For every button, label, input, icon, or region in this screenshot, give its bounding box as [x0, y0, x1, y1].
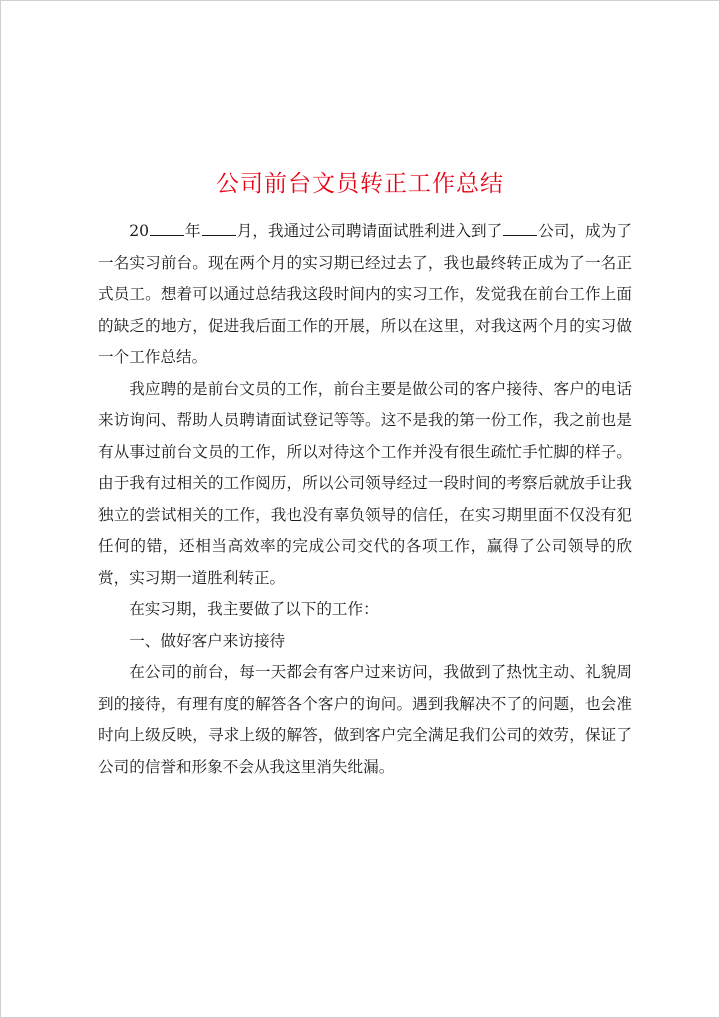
section-heading-reception: 一、做好客户来访接待 [129, 631, 286, 650]
paragraph-duties: 我应聘的是前台文员的工作，前台主要是做公司的客户接待、客户的电话来访询问、帮助人员聘请面试登记等等。这不是我的第一份工作，我之前也是有从事过前台文员的工作，所以对待这个工作并没有很生疏忙手忙脚的样子。由于我有过相关的工作阅历，所以公司领导经过一段时间的考察后就放手让我独立的尝试相关的工作，我也没有辜负领导的信任，在实习期里面不仅没有犯任何的错，还相当高效率的完成公司交代的各项工作，赢得了公司领导的欣赏，实习期一道胜利转正。 [98, 379, 632, 587]
year-blank [150, 221, 184, 236]
month-blank [202, 221, 236, 236]
company-blank [503, 221, 537, 236]
document-body [98, 216, 632, 783]
intro-year-suffix: 年 [185, 222, 201, 240]
intro-rest: 公司，成为了一名实习前台。现在两个月的实习期已经过去了，我也最终转正成为了一名正式员工。想着可以通过总结我这段时间内的实习工作，发觉我在前台工作上面的缺乏的地方，促进我后面工作的开展，所以在这里，对我这两个月的实习做一个工作总结。 [98, 222, 632, 366]
intro-month-suffix: 月，我通过公司聘请面试胜利进入到了 [236, 222, 503, 240]
document-title: 公司前台文员转正工作总结 [216, 171, 504, 198]
intro-paragraph [98, 216, 632, 374]
paragraph-work-list-intro: 在实习期，我主要做了以下的工作： [129, 600, 379, 618]
intro-year-prefix: 20 [129, 222, 150, 240]
paragraph-reception: 在公司的前台，每一天都会有客户过来访问，我做到了热忱主动、礼貌周到的接待，有理有度的解答各个客户的询问。遇到我解决不了的问题，也会准时向上级反映，寻求上级的解答，做到客户完全满足我们公司的效劳，保证了公司的信誉和形象不会从我这里消失纰漏。 [98, 663, 632, 776]
